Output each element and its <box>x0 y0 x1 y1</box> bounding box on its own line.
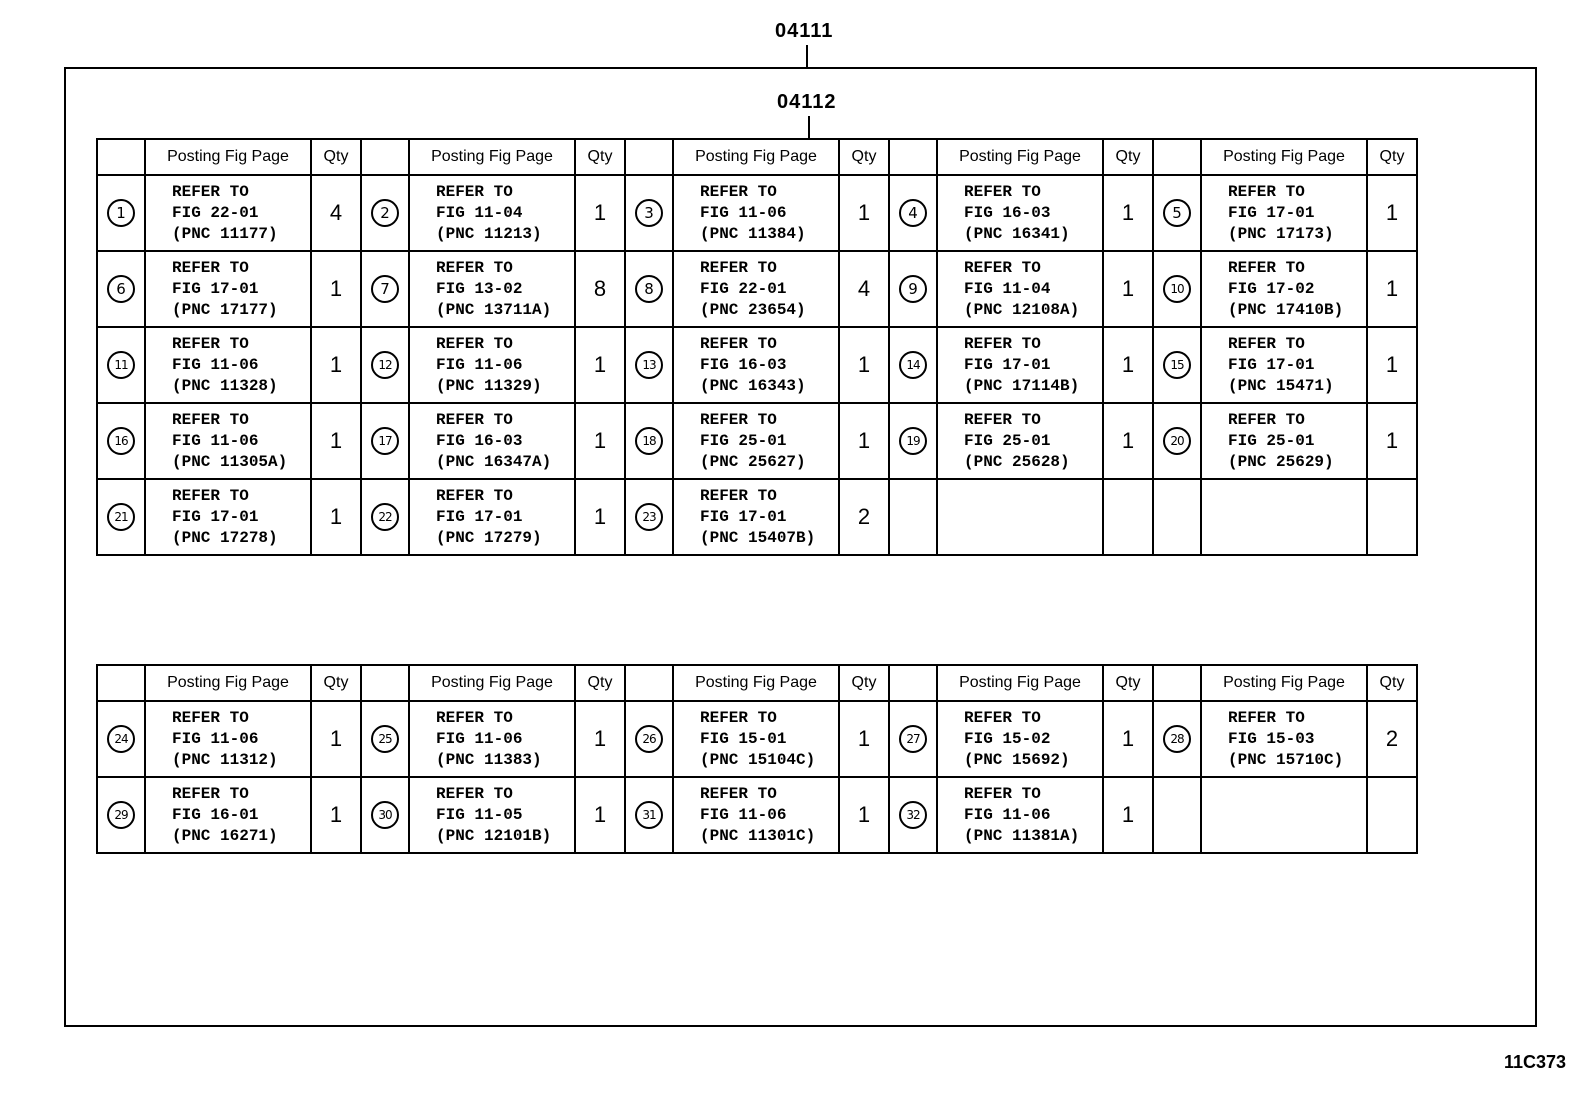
reference-cell <box>673 251 839 327</box>
reference-line: (PNC 13711A) <box>436 300 552 319</box>
reference-cell <box>1201 777 1367 853</box>
callout-cell <box>97 251 145 327</box>
reference-cell <box>937 327 1103 403</box>
header-qty: Qty <box>1367 665 1417 701</box>
callout-number: 21 <box>107 503 135 531</box>
quantity-cell: 1 <box>311 701 361 777</box>
quantity-cell: 1 <box>311 403 361 479</box>
reference-line: FIG 16-03 <box>964 203 1051 222</box>
reference-cell <box>937 175 1103 251</box>
callout-cell <box>1153 327 1201 403</box>
callout-cell <box>1153 479 1201 555</box>
reference-cell <box>673 403 839 479</box>
header-qty: Qty <box>311 139 361 175</box>
reference-line: (PNC 17278) <box>172 528 278 547</box>
header-index-cell <box>1153 139 1201 175</box>
reference-line: FIG 17-01 <box>1228 355 1315 374</box>
quantity-cell: 1 <box>839 175 889 251</box>
reference-line: (PNC 11301C) <box>700 826 816 845</box>
callout-number: 13 <box>635 351 663 379</box>
reference-line: REFER TO <box>700 410 777 429</box>
reference-line: REFER TO <box>1228 708 1305 727</box>
quantity-cell: 1 <box>311 479 361 555</box>
callout-cell <box>1153 403 1201 479</box>
reference-line: FIG 11-06 <box>964 805 1051 824</box>
reference-line: REFER TO <box>700 182 777 201</box>
callout-cell <box>361 251 409 327</box>
reference-line: FIG 15-02 <box>964 729 1051 748</box>
reference-cell <box>145 327 311 403</box>
reference-line: FIG 11-06 <box>700 805 787 824</box>
quantity-cell: 1 <box>1103 327 1153 403</box>
quantity-cell: 4 <box>311 175 361 251</box>
reference-line: (PNC 11305A) <box>172 452 288 471</box>
reference-line: (PNC 17173) <box>1228 224 1334 243</box>
reference-line: FIG 16-01 <box>172 805 259 824</box>
reference-line: (PNC 15104C) <box>700 750 816 769</box>
header-index-cell <box>625 665 673 701</box>
callout-cell <box>97 175 145 251</box>
table-row <box>97 403 1417 479</box>
reference-line: REFER TO <box>436 486 513 505</box>
reference-line: REFER TO <box>964 182 1041 201</box>
quantity-cell: 1 <box>1367 403 1417 479</box>
callout-cell <box>889 403 937 479</box>
reference-line: REFER TO <box>964 410 1041 429</box>
leader-line-outer <box>806 45 808 67</box>
reference-line: FIG 11-06 <box>700 203 787 222</box>
callout-number: 30 <box>371 801 399 829</box>
header-fig-page: Posting Fig Page <box>937 139 1103 175</box>
reference-line: FIG 25-01 <box>1228 431 1315 450</box>
reference-line: (PNC 16347A) <box>436 452 552 471</box>
reference-line: (PNC 15692) <box>964 750 1070 769</box>
callout-number: 17 <box>371 427 399 455</box>
reference-line: REFER TO <box>436 708 513 727</box>
assembly-label-04111: 04111 <box>775 20 834 42</box>
header-fig-page: Posting Fig Page <box>409 665 575 701</box>
reference-line: REFER TO <box>964 708 1041 727</box>
header-qty: Qty <box>575 139 625 175</box>
callout-number: 6 <box>107 275 135 303</box>
reference-line: FIG 17-01 <box>964 355 1051 374</box>
reference-line: REFER TO <box>436 182 513 201</box>
reference-line: REFER TO <box>700 258 777 277</box>
reference-line: REFER TO <box>1228 182 1305 201</box>
callout-number: 2 <box>371 199 399 227</box>
reference-line: FIG 17-01 <box>172 279 259 298</box>
callout-cell <box>625 251 673 327</box>
reference-line: (PNC 23654) <box>700 300 806 319</box>
reference-line: (PNC 25628) <box>964 452 1070 471</box>
quantity-cell: 1 <box>575 701 625 777</box>
reference-line: REFER TO <box>700 784 777 803</box>
reference-line: (PNC 25627) <box>700 452 806 471</box>
quantity-cell: 1 <box>1103 701 1153 777</box>
callout-number: 5 <box>1163 199 1191 227</box>
reference-line: FIG 17-01 <box>700 507 787 526</box>
callout-cell <box>625 403 673 479</box>
callout-number: 12 <box>371 351 399 379</box>
header-index-cell <box>97 665 145 701</box>
callout-number: 10 <box>1163 275 1191 303</box>
reference-line: FIG 11-04 <box>964 279 1051 298</box>
header-fig-page: Posting Fig Page <box>1201 665 1367 701</box>
header-qty: Qty <box>575 665 625 701</box>
reference-cell <box>673 479 839 555</box>
reference-cell <box>1201 251 1367 327</box>
callout-number: 26 <box>635 725 663 753</box>
reference-line: REFER TO <box>436 410 513 429</box>
reference-line: FIG 15-03 <box>1228 729 1315 748</box>
reference-line: REFER TO <box>436 258 513 277</box>
reference-line: REFER TO <box>964 334 1041 353</box>
reference-cell <box>409 479 575 555</box>
callout-number: 28 <box>1163 725 1191 753</box>
reference-line: FIG 22-01 <box>700 279 787 298</box>
quantity-cell: 1 <box>1367 175 1417 251</box>
reference-line: REFER TO <box>172 708 249 727</box>
header-index-cell <box>625 139 673 175</box>
reference-line: FIG 25-01 <box>964 431 1051 450</box>
callout-number: 31 <box>635 801 663 829</box>
leader-line-inner <box>808 116 810 138</box>
reference-cell <box>673 701 839 777</box>
reference-line: (PNC 17410B) <box>1228 300 1344 319</box>
reference-cell <box>937 777 1103 853</box>
quantity-cell <box>1367 777 1417 853</box>
quantity-cell: 1 <box>575 175 625 251</box>
table-row <box>97 175 1417 251</box>
reference-line: REFER TO <box>172 182 249 201</box>
quantity-cell: 1 <box>1103 403 1153 479</box>
header-qty: Qty <box>311 665 361 701</box>
callout-cell <box>889 175 937 251</box>
reference-line: REFER TO <box>964 258 1041 277</box>
callout-cell <box>361 777 409 853</box>
quantity-cell: 1 <box>311 327 361 403</box>
reference-cell <box>673 777 839 853</box>
reference-cell <box>409 175 575 251</box>
reference-line: FIG 16-03 <box>436 431 523 450</box>
header-row <box>97 139 1417 175</box>
reference-line: FIG 13-02 <box>436 279 523 298</box>
quantity-cell: 1 <box>839 403 889 479</box>
header-qty: Qty <box>1103 139 1153 175</box>
callout-cell <box>97 403 145 479</box>
reference-cell <box>409 403 575 479</box>
reference-line: (PNC 11384) <box>700 224 806 243</box>
callout-number: 8 <box>635 275 663 303</box>
reference-line: (PNC 16343) <box>700 376 806 395</box>
reference-cell <box>937 403 1103 479</box>
callout-cell <box>97 479 145 555</box>
reference-cell <box>145 701 311 777</box>
callout-number: 19 <box>899 427 927 455</box>
reference-line: REFER TO <box>172 486 249 505</box>
reference-line: FIG 16-03 <box>700 355 787 374</box>
callout-number: 7 <box>371 275 399 303</box>
reference-cell <box>1201 403 1367 479</box>
callout-cell <box>889 701 937 777</box>
quantity-cell <box>1367 479 1417 555</box>
callout-number: 11 <box>107 351 135 379</box>
quantity-cell: 1 <box>1367 251 1417 327</box>
reference-line: (PNC 11177) <box>172 224 278 243</box>
reference-line: (PNC 11383) <box>436 750 542 769</box>
header-index-cell <box>361 665 409 701</box>
quantity-cell: 4 <box>839 251 889 327</box>
reference-cell <box>1201 479 1367 555</box>
reference-line: (PNC 15407B) <box>700 528 816 547</box>
reference-line: REFER TO <box>700 334 777 353</box>
callout-number: 20 <box>1163 427 1191 455</box>
reference-line: FIG 11-06 <box>436 729 523 748</box>
callout-cell <box>361 701 409 777</box>
reference-line: REFER TO <box>172 258 249 277</box>
reference-line: FIG 22-01 <box>172 203 259 222</box>
drawing-code: 11C373 <box>1503 1052 1566 1072</box>
reference-cell <box>673 327 839 403</box>
header-index-cell <box>97 139 145 175</box>
quantity-cell: 1 <box>839 777 889 853</box>
quantity-cell: 1 <box>311 251 361 327</box>
header-fig-page: Posting Fig Page <box>673 665 839 701</box>
quantity-cell: 1 <box>839 701 889 777</box>
header-qty: Qty <box>839 665 889 701</box>
reference-cell <box>409 701 575 777</box>
callout-number: 14 <box>899 351 927 379</box>
callout-cell <box>361 175 409 251</box>
quantity-cell: 1 <box>839 327 889 403</box>
callout-cell <box>889 251 937 327</box>
quantity-cell: 1 <box>311 777 361 853</box>
quantity-cell <box>1103 479 1153 555</box>
table-row <box>97 479 1417 555</box>
callout-cell <box>625 701 673 777</box>
reference-cell <box>145 251 311 327</box>
header-fig-page: Posting Fig Page <box>673 139 839 175</box>
quantity-cell: 1 <box>1103 251 1153 327</box>
callout-cell <box>625 175 673 251</box>
reference-cell <box>145 777 311 853</box>
callout-number: 24 <box>107 725 135 753</box>
table-row <box>97 327 1417 403</box>
reference-line: (PNC 11312) <box>172 750 278 769</box>
reference-cell <box>145 403 311 479</box>
reference-cell <box>1201 175 1367 251</box>
reference-line: (PNC 12101B) <box>436 826 552 845</box>
reference-line: FIG 17-01 <box>1228 203 1315 222</box>
header-qty: Qty <box>839 139 889 175</box>
header-index-cell <box>889 665 937 701</box>
table-row <box>97 701 1417 777</box>
reference-line: (PNC 16341) <box>964 224 1070 243</box>
reference-line: FIG 17-01 <box>436 507 523 526</box>
callout-cell <box>361 479 409 555</box>
header-fig-page: Posting Fig Page <box>145 665 311 701</box>
callout-cell <box>361 327 409 403</box>
reference-line: FIG 11-06 <box>172 355 259 374</box>
callout-cell <box>889 479 937 555</box>
reference-line: REFER TO <box>1228 258 1305 277</box>
reference-line: (PNC 15471) <box>1228 376 1334 395</box>
callout-cell <box>97 327 145 403</box>
header-fig-page: Posting Fig Page <box>1201 139 1367 175</box>
callout-cell <box>625 777 673 853</box>
reference-line: FIG 11-06 <box>172 431 259 450</box>
header-index-cell <box>361 139 409 175</box>
table-row <box>97 777 1417 853</box>
reference-line: FIG 11-05 <box>436 805 523 824</box>
callout-cell <box>889 327 937 403</box>
callout-number: 4 <box>899 199 927 227</box>
callout-cell <box>97 777 145 853</box>
reference-line: (PNC 25629) <box>1228 452 1334 471</box>
header-qty: Qty <box>1367 139 1417 175</box>
reference-line: FIG 11-06 <box>172 729 259 748</box>
reference-cell <box>145 479 311 555</box>
parts-table-secondary <box>96 664 1418 854</box>
callout-number: 1 <box>107 199 135 227</box>
reference-line: FIG 11-04 <box>436 203 523 222</box>
header-index-cell <box>889 139 937 175</box>
reference-line: (PNC 17114B) <box>964 376 1080 395</box>
reference-line: FIG 25-01 <box>700 431 787 450</box>
reference-line: FIG 11-06 <box>436 355 523 374</box>
assembly-label-04112: 04112 <box>777 91 837 113</box>
reference-line: FIG 15-01 <box>700 729 787 748</box>
quantity-cell: 1 <box>1103 175 1153 251</box>
quantity-cell: 1 <box>575 327 625 403</box>
reference-cell <box>409 777 575 853</box>
header-fig-page: Posting Fig Page <box>145 139 311 175</box>
callout-number: 29 <box>107 801 135 829</box>
callout-number: 9 <box>899 275 927 303</box>
reference-line: (PNC 17177) <box>172 300 278 319</box>
callout-cell <box>625 479 673 555</box>
quantity-cell: 2 <box>839 479 889 555</box>
reference-line: (PNC 11381A) <box>964 826 1080 845</box>
callout-cell <box>361 403 409 479</box>
callout-cell <box>1153 175 1201 251</box>
header-row <box>97 665 1417 701</box>
reference-line: REFER TO <box>1228 334 1305 353</box>
quantity-cell: 1 <box>1367 327 1417 403</box>
reference-line: REFER TO <box>700 486 777 505</box>
quantity-cell: 1 <box>575 479 625 555</box>
parts-table-main <box>96 138 1418 556</box>
reference-line: (PNC 17279) <box>436 528 542 547</box>
quantity-cell: 1 <box>575 777 625 853</box>
quantity-cell: 1 <box>575 403 625 479</box>
reference-line: FIG 17-02 <box>1228 279 1315 298</box>
callout-number: 3 <box>635 199 663 227</box>
reference-line: REFER TO <box>1228 410 1305 429</box>
callout-number: 25 <box>371 725 399 753</box>
callout-cell <box>625 327 673 403</box>
reference-line: REFER TO <box>436 334 513 353</box>
reference-cell <box>937 479 1103 555</box>
callout-cell <box>97 701 145 777</box>
callout-number: 27 <box>899 725 927 753</box>
reference-line: FIG 17-01 <box>172 507 259 526</box>
reference-line: (PNC 16271) <box>172 826 278 845</box>
reference-line: REFER TO <box>172 410 249 429</box>
callout-number: 15 <box>1163 351 1191 379</box>
callout-cell <box>889 777 937 853</box>
callout-number: 22 <box>371 503 399 531</box>
reference-line: REFER TO <box>172 784 249 803</box>
callout-number: 16 <box>107 427 135 455</box>
quantity-cell: 1 <box>1103 777 1153 853</box>
table-row <box>97 251 1417 327</box>
quantity-cell: 8 <box>575 251 625 327</box>
callout-number: 18 <box>635 427 663 455</box>
reference-line: (PNC 15710C) <box>1228 750 1344 769</box>
reference-cell <box>937 251 1103 327</box>
reference-line: REFER TO <box>964 784 1041 803</box>
reference-cell <box>409 251 575 327</box>
reference-line: (PNC 11213) <box>436 224 542 243</box>
reference-line: REFER TO <box>436 784 513 803</box>
reference-line: REFER TO <box>172 334 249 353</box>
reference-line: (PNC 12108A) <box>964 300 1080 319</box>
header-fig-page: Posting Fig Page <box>409 139 575 175</box>
header-fig-page: Posting Fig Page <box>937 665 1103 701</box>
reference-cell <box>409 327 575 403</box>
callout-cell <box>1153 251 1201 327</box>
callout-number: 32 <box>899 801 927 829</box>
reference-cell <box>1201 701 1367 777</box>
quantity-cell: 2 <box>1367 701 1417 777</box>
header-index-cell <box>1153 665 1201 701</box>
callout-cell <box>1153 777 1201 853</box>
reference-cell <box>145 175 311 251</box>
reference-line: REFER TO <box>700 708 777 727</box>
callout-number: 23 <box>635 503 663 531</box>
reference-cell <box>937 701 1103 777</box>
header-qty: Qty <box>1103 665 1153 701</box>
reference-line: (PNC 11328) <box>172 376 278 395</box>
reference-line: (PNC 11329) <box>436 376 542 395</box>
reference-cell <box>1201 327 1367 403</box>
reference-cell <box>673 175 839 251</box>
callout-cell <box>1153 701 1201 777</box>
